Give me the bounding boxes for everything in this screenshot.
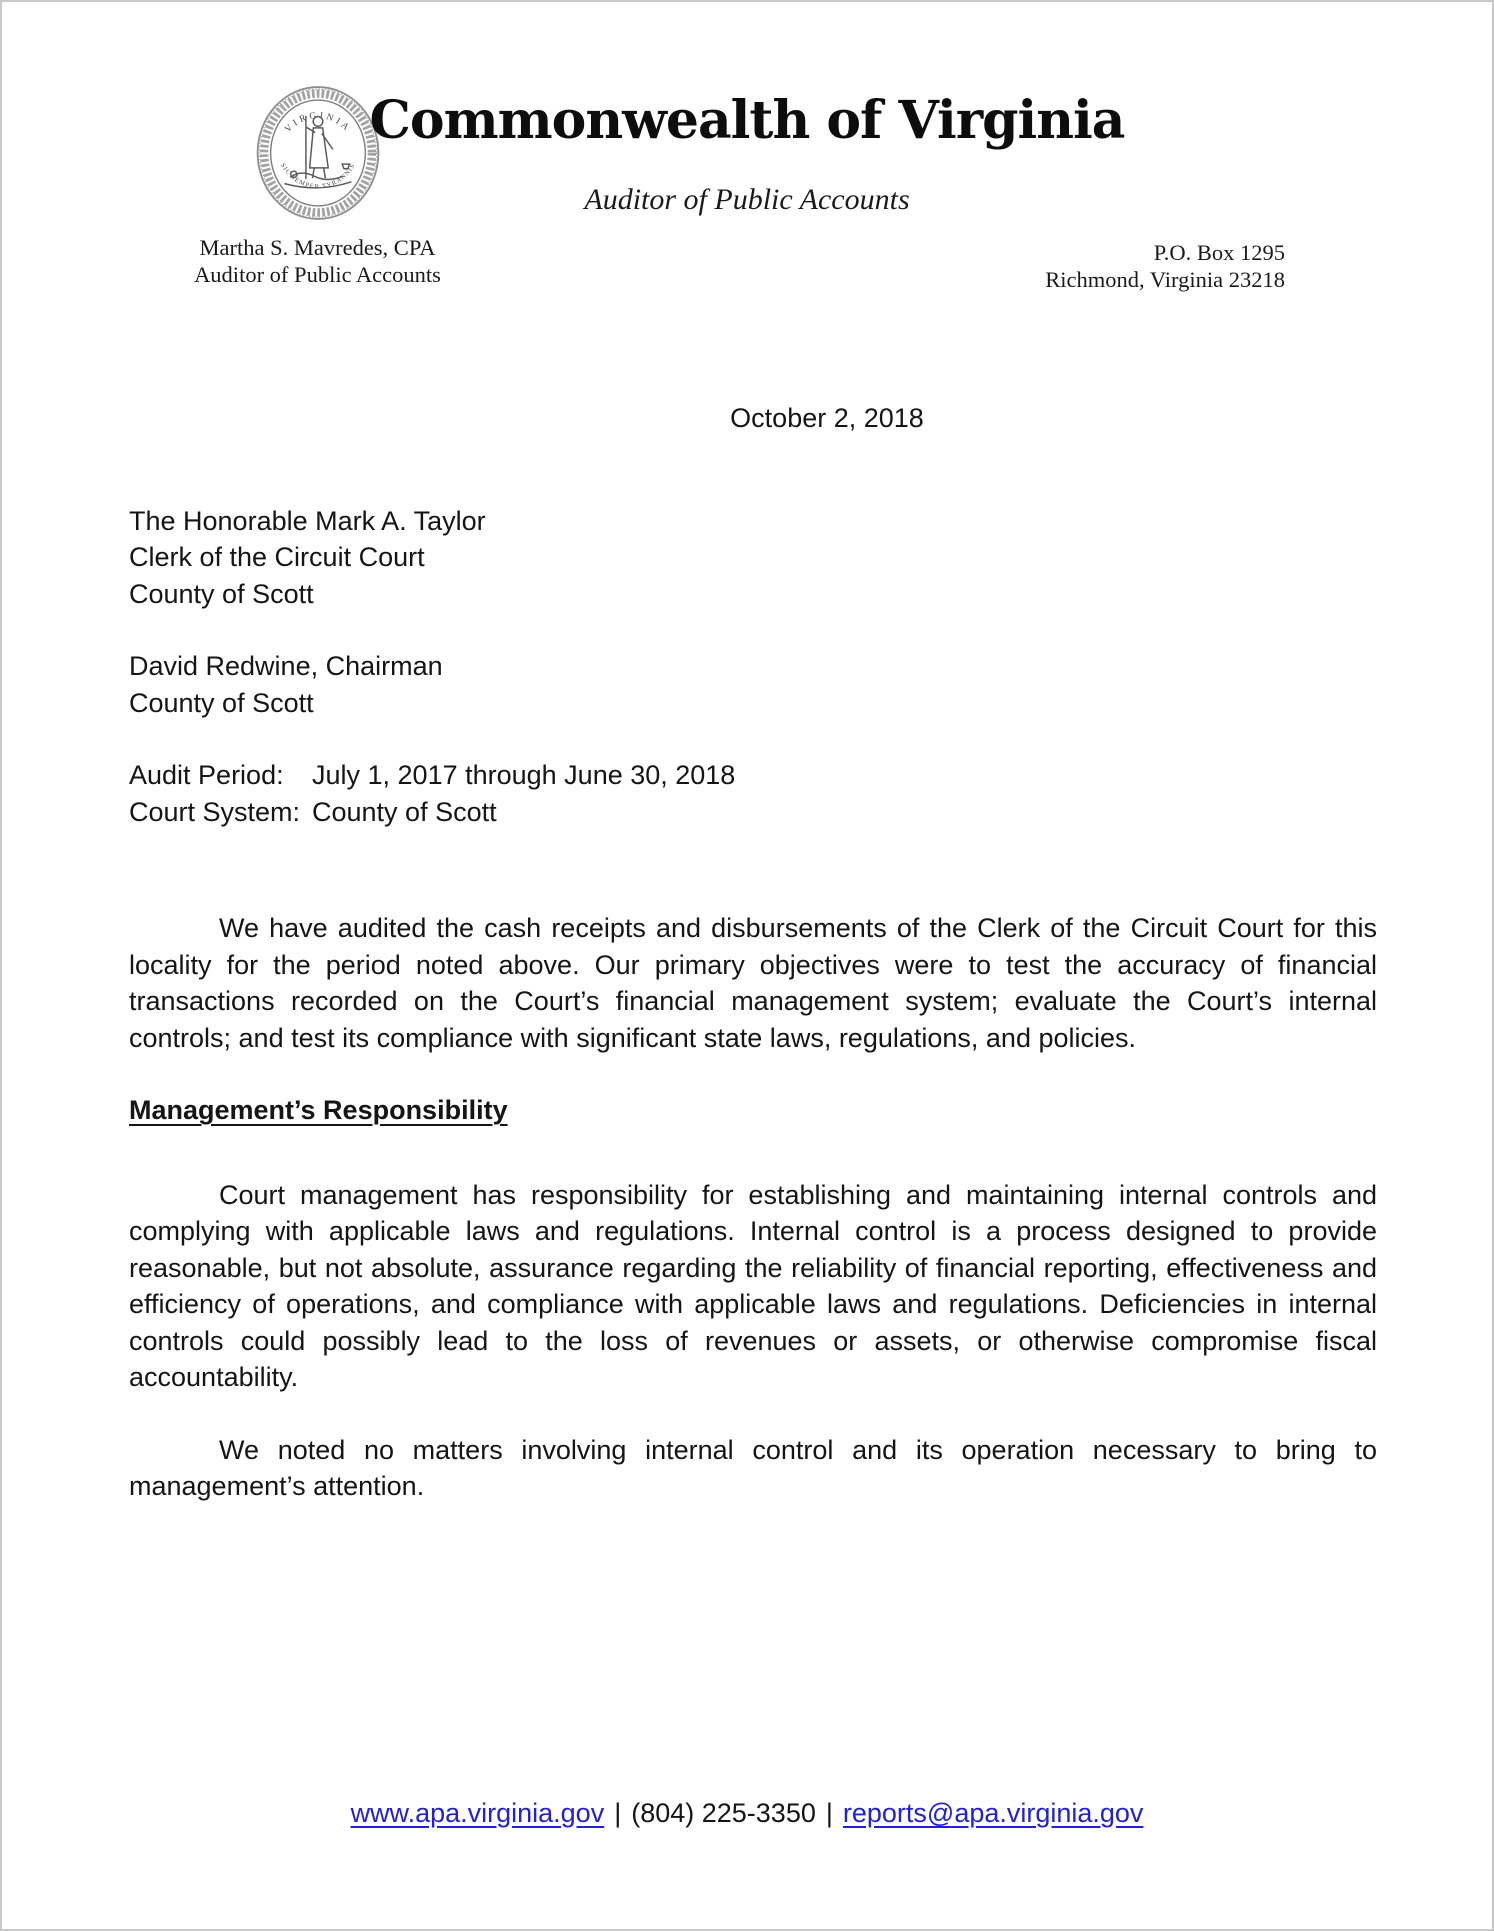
recipient2-locality: County of Scott bbox=[129, 687, 314, 718]
email-link[interactable]: reports@apa.virginia.gov bbox=[842, 1798, 1144, 1828]
section-heading-managements-responsibility: Management’s Responsibility bbox=[129, 1095, 508, 1125]
recipient-locality: County of Scott bbox=[129, 578, 314, 609]
officer-title: Auditor of Public Accounts bbox=[194, 262, 441, 287]
recipient-title: Clerk of the Circuit Court bbox=[129, 542, 425, 572]
paragraph-audit-scope: We have audited the cash receipts and disbursements of the Clerk of the Circuit Court for this locality for the period noted above. Our primary objectives were to test the accuracy of financial transactions recorded on the Court’s financial management system; evaluate the Court’s internal controls; and test its compliance with significant state laws, regulations, and policies. bbox=[129, 913, 1377, 1053]
audit-info-block bbox=[129, 757, 1377, 830]
organization-subtitle: Auditor of Public Accounts bbox=[584, 183, 910, 216]
recipient-name: The Honorable Mark A. Taylor bbox=[129, 505, 486, 536]
letter-date: October 2, 2018 bbox=[730, 403, 924, 433]
court-system-label: Court System: bbox=[129, 796, 301, 827]
paragraph-management-responsibility: Court management has responsibility for establishing and maintaining internal controls and complying with applicable laws and regulations. Internal control is a process designed to provide reasonable, but not absolute, assurance regarding the reliability of financial reporting, effectiveness and efficiency of operations, and compliance with applicable laws and regulations. Deficiencies in internal controls could possibly lead to the loss of revenues or assets, or otherwise compromise fiscal accountability. bbox=[129, 1179, 1377, 1392]
footer-contact-line bbox=[2, 1798, 1492, 1829]
footer-separator: | bbox=[825, 1798, 833, 1828]
audit-period-label: Audit Period: bbox=[129, 760, 284, 790]
address-line-1: P.O. Box 1295 bbox=[1153, 240, 1285, 265]
officer-name: Martha S. Mavredes, CPA bbox=[199, 235, 436, 260]
seal-caption-top: VIRGINIA bbox=[282, 110, 353, 135]
audit-period-value: July 1, 2017 through June 30, 2018 bbox=[312, 760, 736, 790]
paragraph-no-matters-noted: We noted no matters involving internal control and its operation necessary to bring to management’s attention. bbox=[129, 1434, 1377, 1501]
letterhead bbox=[2, 2, 1492, 322]
organization-title: Commonwealth of Virginia bbox=[369, 90, 1125, 151]
court-system-value: County of Scott bbox=[312, 796, 497, 827]
seal-caption-bottom: SIC SEMPER TYRANNIS bbox=[278, 162, 357, 191]
phone-number: (804) 225-3350 bbox=[631, 1798, 816, 1828]
mailing-address bbox=[1045, 239, 1285, 293]
recipient-block-secondary bbox=[129, 648, 1377, 721]
website-link[interactable]: www.apa.virginia.gov bbox=[350, 1798, 605, 1828]
letter-body bbox=[129, 400, 1377, 1505]
address-line-2: Richmond, Virginia 23218 bbox=[1045, 267, 1285, 292]
court-system-row bbox=[129, 794, 1377, 831]
recipient2-name: David Redwine, Chairman bbox=[129, 651, 443, 681]
title-block bbox=[2, 90, 1492, 217]
recipient-block-primary bbox=[129, 503, 1377, 613]
audit-period-row bbox=[129, 757, 1377, 794]
footer-separator: | bbox=[614, 1798, 622, 1828]
